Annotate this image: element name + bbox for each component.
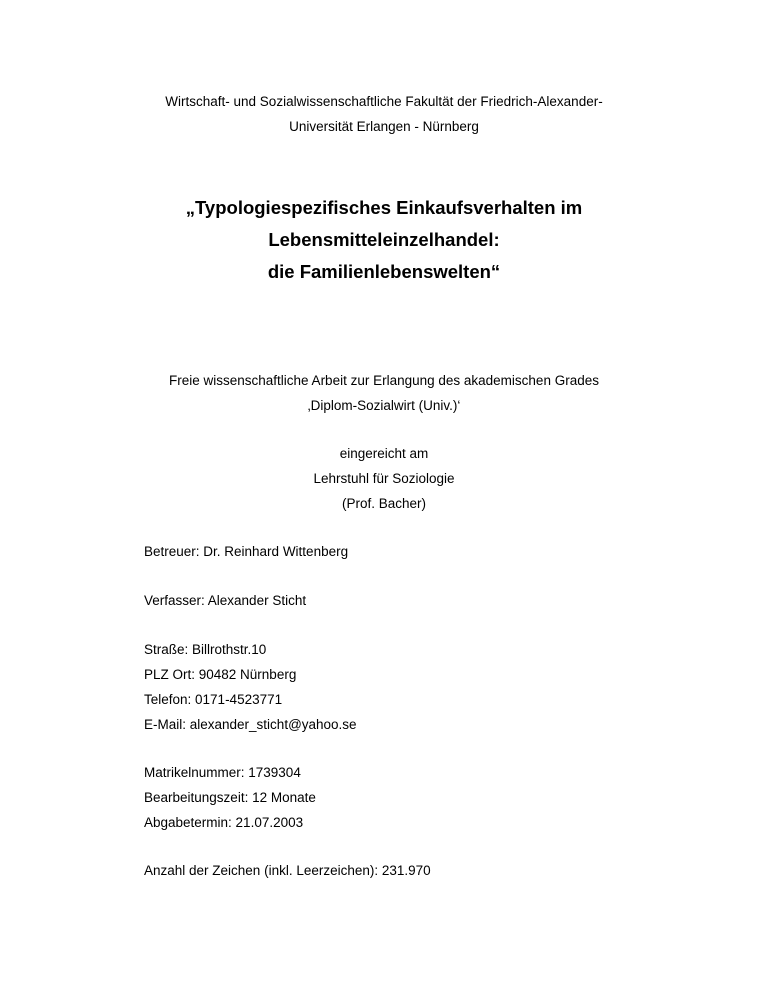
submission-line-2: Lehrstuhl für Soziologie [313, 471, 455, 486]
thesis-type-line-1: Freie wissenschaftliche Arbeit zur Erlangung des akademischen Grades [169, 373, 599, 388]
matriculation-number: Matrikelnummer: 1739304 [144, 765, 301, 780]
contact-email: E-Mail: alexander_sticht@yahoo.se [144, 717, 357, 732]
thesis-title-line-2: Lebensmitteleinzelhandel: [268, 229, 500, 250]
submission-line-1: eingereicht am [339, 446, 429, 461]
supervisor: Betreuer: Dr. Reinhard Wittenberg [144, 544, 349, 559]
author: Verfasser: Alexander Sticht [144, 593, 307, 608]
submission-line-3: (Prof. Bacher) [341, 496, 427, 511]
contact-street: Straße: Billrothstr.10 [144, 642, 267, 657]
thesis-type-line-2: ‚Diplom-Sozialwirt (Univ.)‘ [307, 398, 461, 413]
submission-deadline: Abgabetermin: 21.07.2003 [144, 815, 304, 830]
processing-time: Bearbeitungszeit: 12 Monate [144, 790, 316, 805]
thesis-title-line-1: „Typologiespezifisches Einkaufsverhalten im [185, 197, 583, 218]
contact-city: PLZ Ort: 90482 Nürnberg [144, 667, 297, 682]
faculty-line-2: Universität Erlangen - Nürnberg [289, 119, 479, 134]
character-count: Anzahl der Zeichen (inkl. Leerzeichen): 231.970 [144, 863, 431, 878]
contact-phone: Telefon: 0171-4523771 [144, 692, 283, 707]
thesis-title-line-3: die Familienlebenswelten“ [267, 261, 501, 282]
faculty-line-1: Wirtschaft- und Sozialwissenschaftliche Fakultät der Friedrich-Alexander- [165, 94, 603, 109]
